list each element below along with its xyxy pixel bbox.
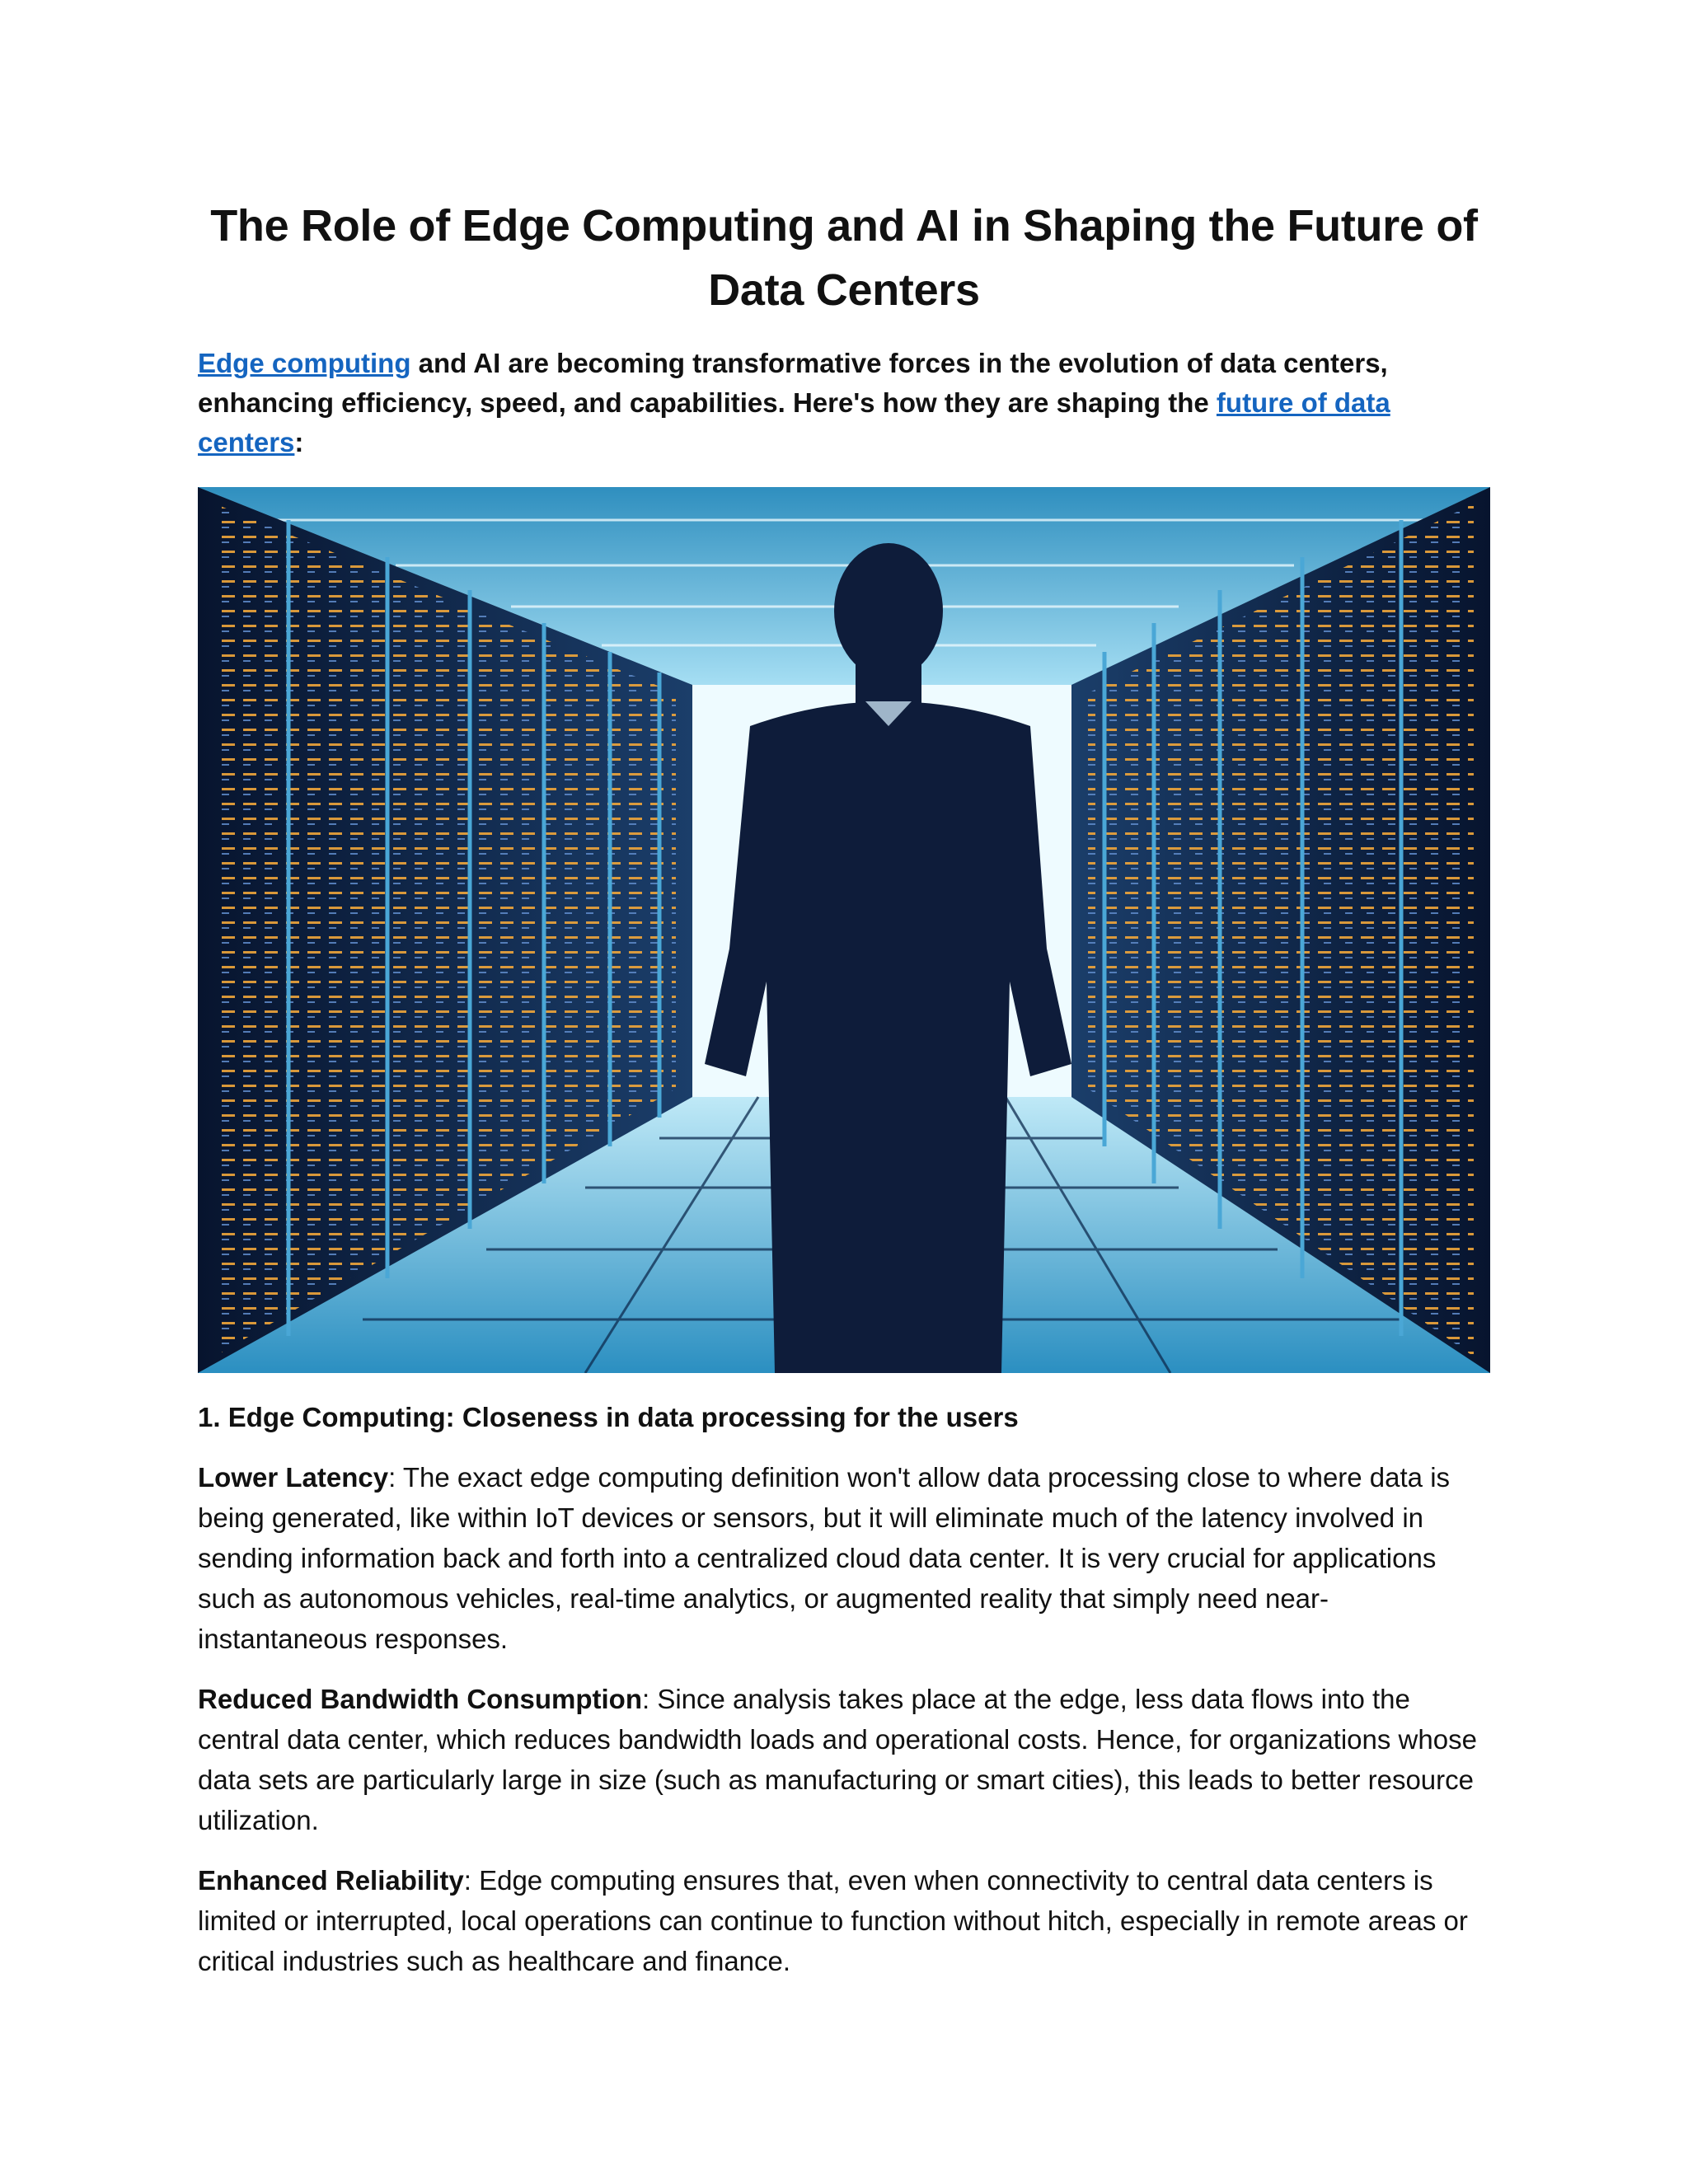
intro-text-1: and AI are becoming transformative forces in the evolution of data centers, enhancing efficiency, speed, and capabilities. Here's how they are shaping the: [198, 348, 1388, 418]
paragraph-reduced-bandwidth: [198, 1679, 1490, 1840]
paragraph-enhanced-reliability: [198, 1860, 1490, 1981]
paragraph-label-enhanced-reliability: Enhanced Reliability: [198, 1865, 464, 1896]
paragraph-text-enhanced-reliability: : Edge computing ensures that, even when connectivity to central data centers is limited or interrupted, local operations can continue to function without hitch, especially in remote areas or critical industries such as healthcare and finance.: [198, 1865, 1468, 1976]
intro-paragraph: [198, 344, 1490, 462]
paragraph-text-reduced-bandwidth: : Since analysis takes place at the edge, less data flows into the central data center, which reduces bandwidth loads and operational costs. Hence, for organizations whose data sets are particularly large in size (such as manufacturing or smart cities), this leads to better resource utilization.: [198, 1684, 1477, 1835]
section-heading-edge-computing: 1. Edge Computing: Closeness in data processing for the users: [198, 1402, 1019, 1432]
edge-computing-link[interactable]: Edge computing: [198, 348, 411, 378]
document-page: [198, 194, 1490, 1981]
paragraph-text-lower-latency: : The exact edge computing definition won't allow data processing close to where data is being generated, like within IoT devices or sensors, but it will eliminate much of the latency involved in sending information back and forth into a centralized cloud data center. It is very crucial for applications such as autonomous vehicles, real-time analytics, or augmented reality that simply need near-instantaneous responses.: [198, 1462, 1451, 1654]
future-of-data-centers-link[interactable]: future of data centers: [198, 387, 1390, 457]
paragraph-label-lower-latency: Lower Latency: [198, 1462, 389, 1493]
page-title: The Role of Edge Computing and AI in Shaping the Future of Data Centers: [210, 201, 1478, 315]
paragraph-label-reduced-bandwidth: Reduced Bandwidth Consumption: [198, 1684, 642, 1714]
intro-text-2: :: [294, 427, 304, 457]
data-center-hero-image: [198, 487, 1490, 1373]
paragraph-lower-latency: [198, 1457, 1490, 1659]
